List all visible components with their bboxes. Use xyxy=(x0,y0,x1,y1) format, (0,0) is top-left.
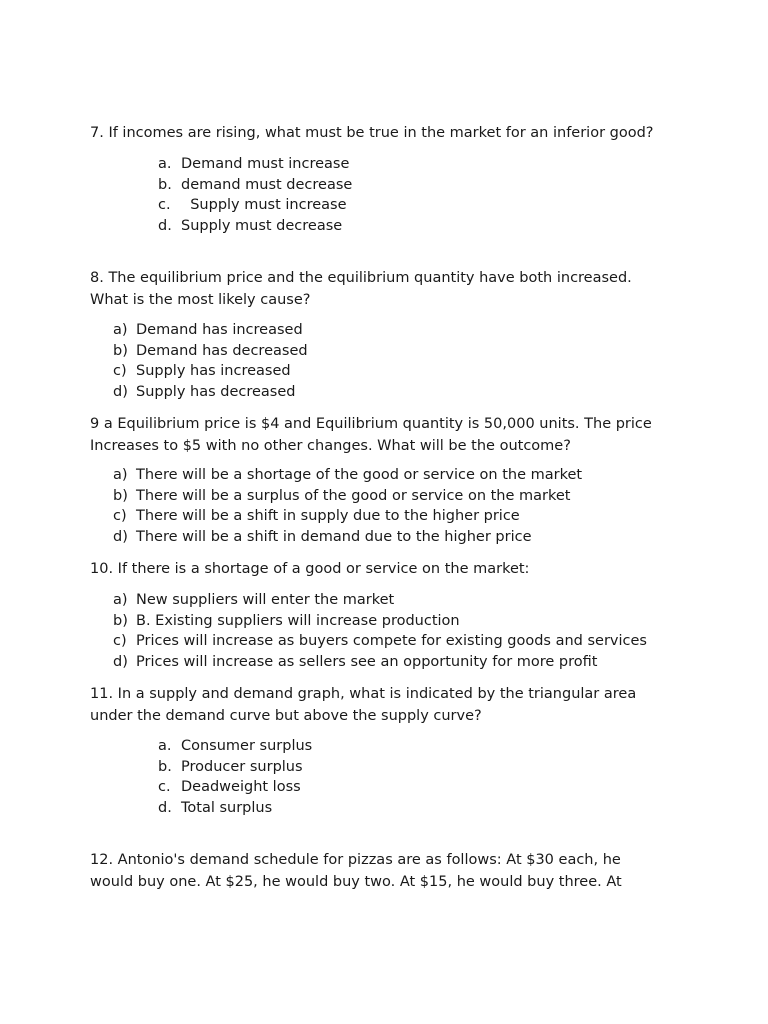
option-9a xyxy=(113,465,582,486)
question-12-stem-line-1: 12. Antonio's demand schedule for pizzas are as follows: At $30 each, he xyxy=(90,852,621,868)
option-7c xyxy=(158,195,352,216)
question-12-stem-line-2: would buy one. At $25, he would buy two. At $15, he would buy three. At xyxy=(90,873,622,890)
option-text: Consumer surplus xyxy=(181,738,313,754)
option-7d xyxy=(158,216,352,237)
option-text: There will be a shift in supply due to the higher price xyxy=(136,508,520,525)
question-7-stem-line-1: 7. If incomes are rising, what must be true in the market for an inferior good? xyxy=(90,125,654,141)
option-text: Total surplus xyxy=(181,800,273,817)
option-marker: d) xyxy=(113,384,128,401)
question-10-stem xyxy=(90,559,690,581)
option-marker: b) xyxy=(113,487,128,504)
option-10a xyxy=(113,590,647,611)
question-8-stem xyxy=(90,268,690,311)
option-10b xyxy=(113,611,647,632)
option-marker: a) xyxy=(113,322,128,338)
option-marker: c) xyxy=(113,363,127,380)
option-marker: a. xyxy=(158,738,172,754)
question-11-stem xyxy=(90,684,690,727)
option-marker: b. xyxy=(158,758,172,775)
option-marker: b) xyxy=(113,342,128,359)
option-text: Supply has increased xyxy=(136,363,291,380)
option-text: New suppliers will enter the market xyxy=(136,592,395,608)
question-11-stem-line-2: under the demand curve but above the supply curve? xyxy=(90,707,482,724)
option-11c xyxy=(158,777,312,798)
question-7-stem xyxy=(90,123,690,145)
option-8c xyxy=(113,361,308,382)
option-8d xyxy=(113,382,308,403)
question-8-stem-line-1: 8. The equilibrium price and the equilibrium quantity have both increased. xyxy=(90,270,632,286)
option-marker: d. xyxy=(158,800,172,817)
option-marker: a) xyxy=(113,467,128,483)
question-11-stem-line-1: 11. In a supply and demand graph, what is indicated by the triangular area xyxy=(90,686,637,702)
option-text: Prices will increase as sellers see an opportunity for more profit xyxy=(136,654,598,671)
option-marker: d. xyxy=(158,218,172,235)
question-7-options xyxy=(158,154,352,237)
option-text: Supply must increase xyxy=(181,197,347,214)
question-12-stem xyxy=(90,850,690,893)
option-9b xyxy=(113,486,582,507)
option-marker: c) xyxy=(113,508,127,525)
option-8a xyxy=(113,320,308,341)
option-7b xyxy=(158,175,352,196)
option-10c xyxy=(113,631,647,652)
option-marker: d) xyxy=(113,529,128,546)
option-marker: c) xyxy=(113,633,127,650)
option-text: Deadweight loss xyxy=(181,779,301,796)
question-9-stem xyxy=(90,414,690,457)
option-text: demand must decrease xyxy=(181,176,353,193)
question-10-stem-line-1: 10. If there is a shortage of a good or service on the market: xyxy=(90,561,530,577)
option-10d xyxy=(113,652,647,673)
option-marker: a) xyxy=(113,592,128,608)
question-9-options xyxy=(113,465,582,548)
option-9c xyxy=(113,506,582,527)
option-text: Demand has increased xyxy=(136,322,303,338)
question-8-stem-line-2: What is the most likely cause? xyxy=(90,291,311,308)
option-text: B. Existing suppliers will increase production xyxy=(136,612,460,629)
option-marker: b. xyxy=(158,176,172,193)
option-11d xyxy=(158,798,312,819)
option-text: There will be a shortage of the good or service on the market xyxy=(136,467,583,483)
question-9-stem-line-2: Increases to $5 with no other changes. What will be the outcome? xyxy=(90,437,571,454)
option-text: There will be a shift in demand due to the higher price xyxy=(136,529,532,546)
option-marker: c. xyxy=(158,197,171,214)
option-marker: d) xyxy=(113,654,128,671)
option-text: There will be a surplus of the good or service on the market xyxy=(136,487,571,504)
option-text: Producer surplus xyxy=(181,758,303,775)
option-text: Demand must increase xyxy=(181,156,350,172)
option-11a xyxy=(158,736,312,757)
question-9-stem-line-1: 9 a Equilibrium price is $4 and Equilibrium quantity is 50,000 units. The price xyxy=(90,416,652,432)
option-8b xyxy=(113,341,308,362)
question-8-options xyxy=(113,320,308,403)
option-text: Supply must decrease xyxy=(181,218,343,235)
option-marker: b) xyxy=(113,612,128,629)
option-9d xyxy=(113,527,582,548)
option-7a xyxy=(158,154,352,175)
option-11b xyxy=(158,757,312,778)
option-marker: c. xyxy=(158,779,171,796)
option-text: Supply has decreased xyxy=(136,384,296,401)
option-text: Prices will increase as buyers compete for existing goods and services xyxy=(136,633,647,650)
question-11-options xyxy=(158,736,312,819)
option-text: Demand has decreased xyxy=(136,342,308,359)
question-10-options xyxy=(113,590,647,673)
option-marker: a. xyxy=(158,156,172,172)
